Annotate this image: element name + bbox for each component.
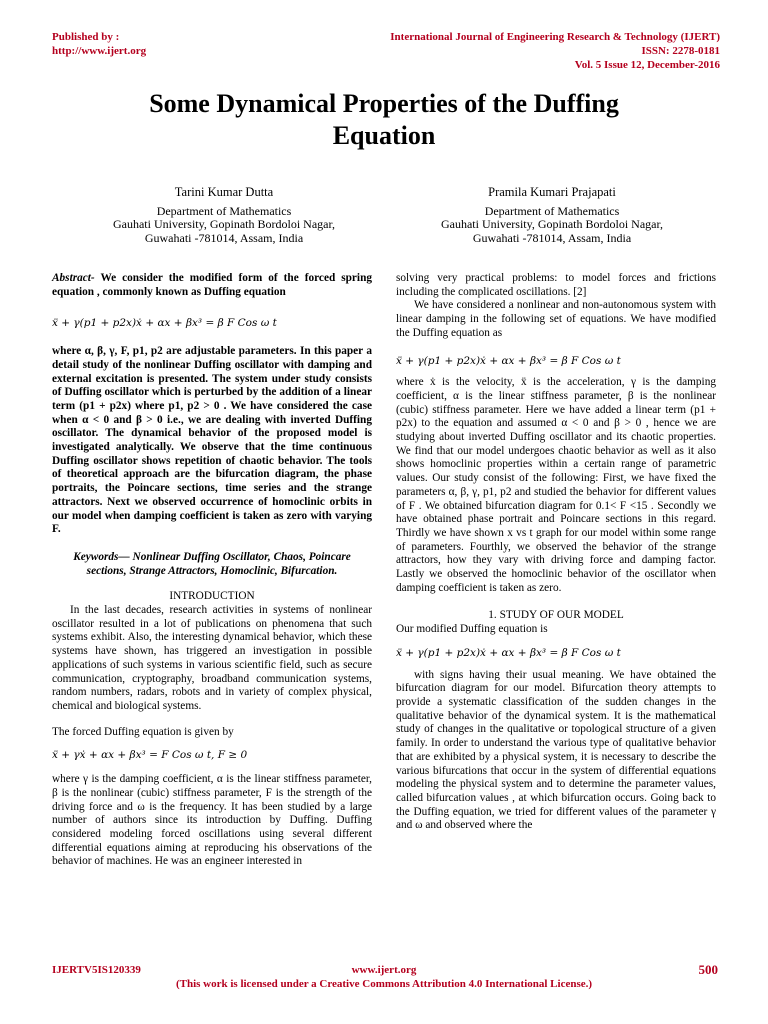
published-by-label: Published by : [52, 31, 120, 43]
author-addr: Guwahati -781014, Assam, India [472, 230, 632, 245]
author-1 [74, 186, 374, 245]
left-column [52, 272, 372, 869]
abstract-intro: Abstract- We consider the modified form of the forced spring equation , commonly known as Duffing equation [52, 272, 372, 298]
journal-block [390, 30, 720, 72]
author-dept: Department of Mathematics [484, 203, 620, 218]
author-name: Pramila Kumari Prajapati [488, 185, 616, 199]
continued-text: solving very practical problems: to model forces and frictions including the complicated oscillations. [2] [396, 272, 716, 298]
author-dept: Department of Mathematics [156, 203, 292, 218]
author-name: Tarini Kumar Dutta [174, 185, 274, 199]
equation-modified: ẍ + γ(p1 + p2x)ẋ + αx + βx³ = β F Cos ω t [52, 317, 277, 330]
equation-model-2: ẍ + γ(p1 + p2x)ẋ + αx + βx³ = β F Cos ω t [396, 646, 621, 659]
paper-id: IJERTV5IS120339 [52, 964, 141, 976]
section-heading: 1. STUDY OF OUR MODEL [488, 609, 624, 622]
author-addr: Guwahati -781014, Assam, India [144, 230, 304, 245]
publisher-block [52, 30, 146, 58]
publisher-link[interactable]: http://www.ijert.org [52, 45, 147, 57]
section-intro: Our modified Duffing equation is [396, 623, 548, 636]
keywords-label: Keywords— [73, 550, 130, 563]
equation-forced: ẍ + γẋ + αx + βx³ = F Cos ω t, F ≥ 0 [52, 749, 248, 762]
title-line-1: Some Dynamical Properties of the Duffing [149, 89, 619, 118]
paper-title [40, 88, 728, 152]
volume-issue: Vol. 5 Issue 12, December-2016 [574, 59, 720, 71]
right-column [396, 272, 716, 833]
issn: ISSN: 2278-0181 [641, 45, 720, 57]
keywords: Keywords— Nonlinear Duffing Oscillator, Chaos, Poincare sections, Strange Attractors, Homoclinic, Bifurcation. [73, 550, 351, 577]
forced-text: where γ is the damping coefficient, α is the linear stiffness parameter, β is the nonlinear (cubic) stiffness parameter, F is the strength of the driving force and ω is the frequency. It has been studied by a large number of authors since its introduction by Duffing. Duffing considered modeling forced oscillations using several different differential equations aiming at reproducing his observations of the behavior of machines. He was an engineer interested in [52, 773, 372, 868]
forced-intro: The forced Duffing equation is given by [52, 725, 234, 738]
abstract-body: where α, β, γ, F, p1, p2 are adjustable parameters. In this paper a detail study of the nonlinear Duffing oscillator with damping and external excitation is presented. The system under study consists of Duffing oscillator which is perturbed by the addition of a linear term (p1 + p2x) where p1, p2 > 0 . We have considered the case when α < 0 and β > 0 i.e., we are dealing with inverted Duffing oscillator. The dynamical behavior of the proposed model is investigated analytically. We observe that the time continuous Duffing oscillator shows repetition of chaotic behavior. The tools of theoretical approach are the bifurcation diagram, the phase portraits, the Poincare sections, time series and the strange attractors. Next we observed occurrence of homoclinic orbits in our model when damping coefficient is taken as zero with varying F. [52, 345, 372, 536]
parameter-text: where ẋ is the velocity, ẍ is the acceleration, γ is the damping coefficient, α is the linear stiffness parameter, β is the nonlinear (cubic) stiffness parameter. Here we have added a linear term (p1 + p2x) to the equation and assumed α < 0 and β > 0 , hence we are studying about inverted Duffing oscillator and its chaotic properties. We find that our model undergoes chaotic behavior as well as it also shows homoclinic properties within a certain range of parametric values. Our study consist of the following: First, we have fixed the parameters α, β, γ, p1, p2 and studied the behavior for different values of F . We obtained bifurcation diagram for 0.1< F <15 . Secondly we have obtained phase portrait and Poincare sections in this regard. Thirdly we have shown x vs t graph for our model within some range of parameters. Fourthly, we observed the behavior of the strange attractors, how they vary with driving force and damping factor. Lastly we observed the homoclinic behavior of the oscillator when damping coefficient is taken as zero. [396, 376, 716, 594]
footer-site-link[interactable]: www.ijert.org [351, 964, 417, 976]
author-2 [402, 186, 702, 245]
equation-model-1: ẍ + γ(p1 + p2x)ẋ + αx + βx³ = β F Cos ω t [396, 354, 621, 367]
journal-name: International Journal of Engineering Research & Technology (IJERT) [390, 31, 720, 43]
bifurcation-text: with signs having their usual meaning. We have obtained the bifurcation diagram for our model. Bifurcation theory attempts to provide a systematic classification of the sudden changes in the qualitative behavior of the dynamical system. It is the mathematical study of changes in the qualitative or topological structure of a given family. In order to understand the various type of qualitative behavior that are exhibited by a physical system, it is necessary to describe the various bifurcations that occur in the system of differential equations modeling the physical system and to determine the parameter values, called bifurcation values , at which bifurcation occurs. Going back to the Duffing equation, we tried for different values of the parameter γ and ω and observed where the [396, 668, 716, 832]
intro-heading: INTRODUCTION [169, 590, 255, 603]
model-text: We have considered a nonlinear and non-autonomous system with linear damping in the following set of equations. We have modified the Duffing equation as [396, 299, 716, 339]
author-addr: Gauhati University, Gopinath Bordoloi Nagar, [112, 217, 336, 232]
intro-text: In the last decades, research activities in systems of nonlinear oscillator resulted in a lot of publications on phenomena that such systems exhibit. Also, the interesting dynamical behavior, which these systems have shown, has triggered an investigation in possible applications of such systems in various scientific field, such as secure communication, cryptography, broadband communication systems, random numbers, radars, robots and in variety of complex physical, chemical and biological systems. [52, 604, 372, 712]
page-number: 500 [698, 962, 718, 977]
abstract-label: Abstract- [52, 272, 95, 284]
author-addr: Gauhati University, Gopinath Bordoloi Nagar, [440, 217, 664, 232]
title-line-2: Equation [332, 121, 436, 150]
license-note: (This work is licensed under a Creative Commons Attribution 4.0 International License.) [175, 978, 593, 990]
